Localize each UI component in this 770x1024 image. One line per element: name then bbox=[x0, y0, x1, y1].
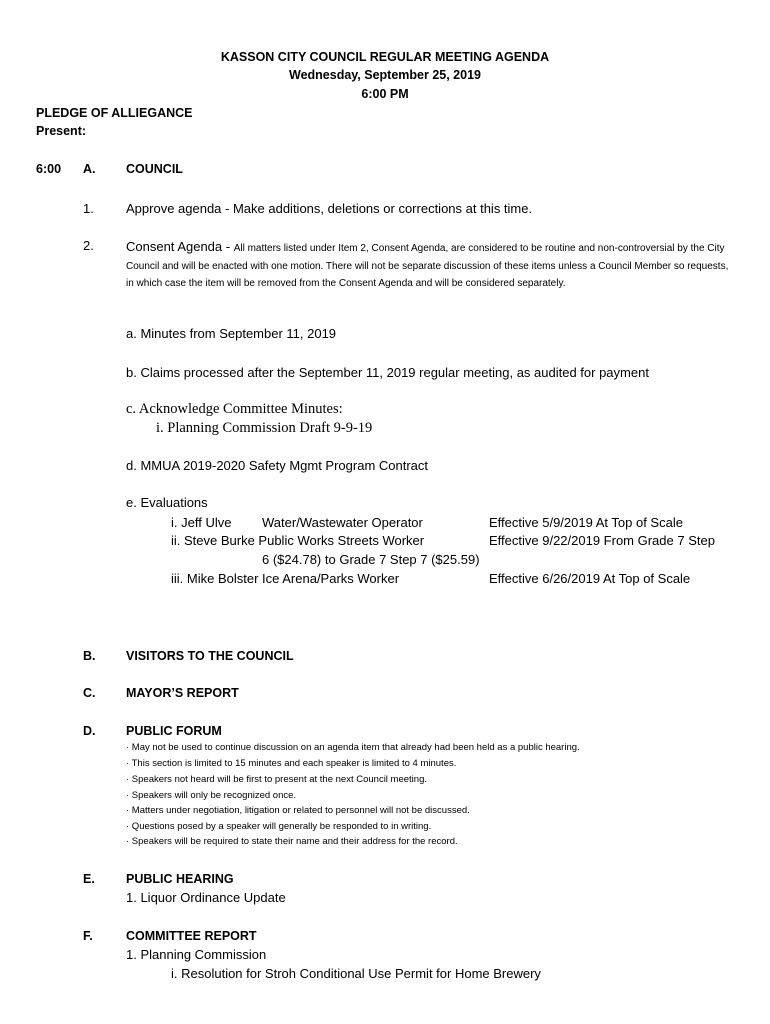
meeting-time: 6:00 PM bbox=[361, 87, 409, 101]
public-forum-rule: · May not be used to continue discussion on an agenda item that already had been held as a public hearing. bbox=[126, 742, 580, 753]
consent-agenda-text: All matters listed under Item 2, Consent Agenda, are considered to be routine and non-controversial by the City Council and will be enacted with one motion. There will not be separate discussion of these items unless a Council Member so requests, in which case the item will be removed from the Consent Agenda and will be considered separately. bbox=[126, 243, 729, 289]
consent-agenda-lead: Consent Agenda - bbox=[126, 239, 234, 254]
evaluation-2-name: ii. Steve Burke Public Works Streets Worker bbox=[171, 533, 425, 548]
section-a-title: COUNCIL bbox=[126, 162, 183, 176]
public-hearing-item-1: 1. Liquor Ordinance Update bbox=[126, 890, 286, 905]
evaluation-3-name: iii. Mike Bolster Ice Arena/Parks Worker bbox=[171, 571, 400, 586]
item-1-number: 1. bbox=[83, 201, 94, 216]
consent-item-b: b. Claims processed after the September 11, 2019 regular meeting, as audited for payment bbox=[126, 365, 649, 380]
public-forum-rule: · Speakers will be required to state their name and their address for the record. bbox=[126, 836, 458, 847]
section-a-letter: A. bbox=[83, 162, 96, 176]
evaluation-3-effective: Effective 6/26/2019 At Top of Scale bbox=[489, 571, 691, 586]
consent-item-c: c. Acknowledge Committee Minutes: bbox=[126, 401, 343, 417]
evaluation-1-role: Water/Wastewater Operator bbox=[262, 515, 423, 530]
section-c-letter: C. bbox=[83, 686, 96, 700]
consent-item-e: e. Evaluations bbox=[126, 495, 208, 510]
agenda-title: KASSON CITY COUNCIL REGULAR MEETING AGENDA bbox=[220, 50, 550, 64]
consent-item-c-i: i. Planning Commission Draft 9-9-19 bbox=[156, 420, 373, 436]
consent-item-d: d. MMUA 2019-2020 Safety Mgmt Program Contract bbox=[126, 458, 429, 473]
section-e-letter: E. bbox=[83, 872, 95, 886]
evaluation-2-continued: 6 ($24.78) to Grade 7 Step 7 ($25.59) bbox=[262, 552, 480, 567]
public-forum-rule: · Speakers will only be recognized once. bbox=[126, 790, 297, 801]
committee-report-item-1: 1. Planning Commission bbox=[126, 947, 267, 962]
section-b-letter: B. bbox=[83, 649, 96, 663]
pledge-heading: PLEDGE OF ALLIEGANCE bbox=[36, 106, 193, 120]
item-2-number: 2. bbox=[83, 238, 94, 253]
meeting-date: Wednesday, September 25, 2019 bbox=[289, 68, 481, 82]
section-f-title: COMMITTEE REPORT bbox=[126, 929, 257, 943]
section-d-letter: D. bbox=[83, 724, 96, 738]
consent-agenda-paragraph bbox=[126, 238, 738, 293]
section-b-title: VISITORS TO THE COUNCIL bbox=[126, 649, 294, 663]
consent-item-a: a. Minutes from September 11, 2019 bbox=[126, 326, 337, 341]
committee-report-item-1-i: i. Resolution for Stroh Conditional Use Permit for Home Brewery bbox=[171, 966, 541, 981]
present-label: Present: bbox=[36, 124, 87, 138]
item-1-text: Approve agenda - Make additions, deletions or corrections at this time. bbox=[126, 201, 533, 216]
public-forum-rule: · Speakers not heard will be first to present at the next Council meeting. bbox=[126, 774, 427, 785]
evaluation-1-effective: Effective 5/9/2019 At Top of Scale bbox=[489, 515, 683, 530]
section-d-title: PUBLIC FORUM bbox=[126, 724, 222, 738]
section-f-letter: F. bbox=[83, 929, 93, 943]
public-forum-rule: · Matters under negotiation, litigation or related to personnel will not be discussed. bbox=[126, 805, 470, 816]
section-e-title: PUBLIC HEARING bbox=[126, 872, 234, 886]
evaluation-1-name: i. Jeff Ulve bbox=[171, 515, 232, 530]
public-forum-rule: · Questions posed by a speaker will generally be responded to in writing. bbox=[126, 821, 432, 832]
section-a-time: 6:00 bbox=[36, 162, 62, 176]
section-c-title: MAYOR’S REPORT bbox=[126, 686, 239, 700]
public-forum-rule: · This section is limited to 15 minutes and each speaker is limited to 4 minutes. bbox=[126, 758, 457, 769]
evaluation-2-effective: Effective 9/22/2019 From Grade 7 Step bbox=[489, 533, 715, 548]
